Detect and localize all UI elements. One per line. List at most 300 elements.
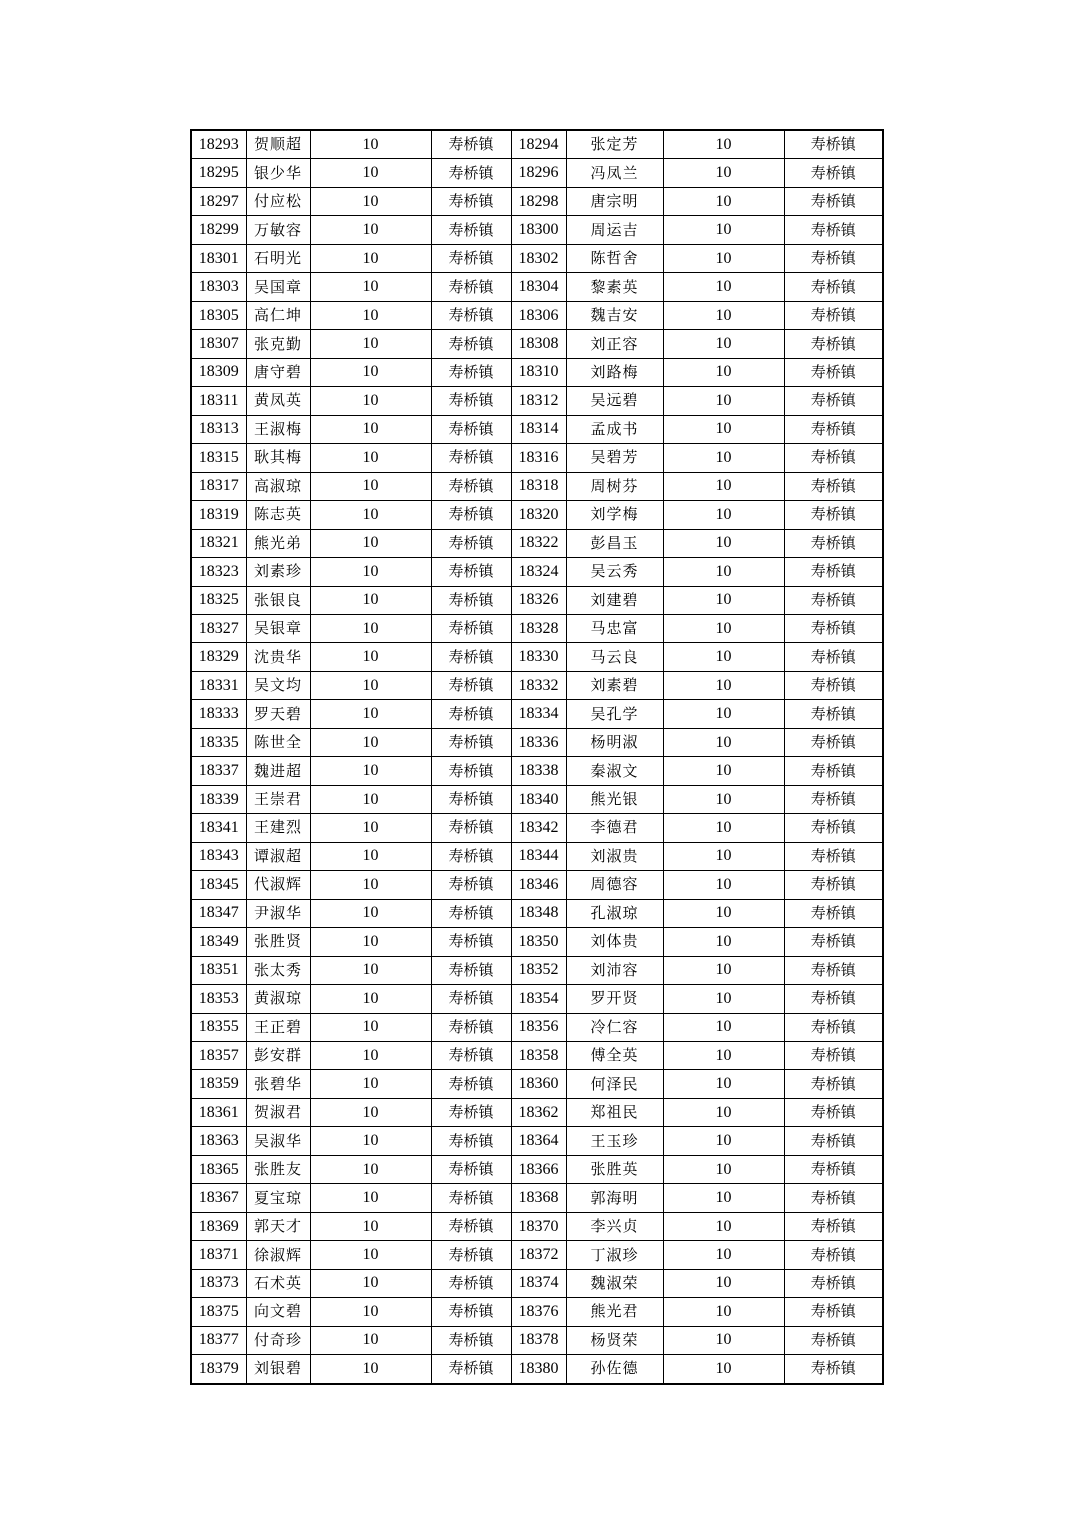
- record-id-cell: 18308: [511, 330, 566, 358]
- record-id-cell: 18339: [191, 785, 246, 813]
- town-name-cell: 寿桥镇: [431, 1184, 511, 1212]
- amount-cell: 10: [310, 928, 431, 956]
- table-row: [191, 899, 883, 927]
- person-name-cell: 杨明淑: [566, 728, 663, 756]
- person-name-cell: 李兴贞: [566, 1212, 663, 1240]
- person-name-cell: 代淑辉: [246, 871, 310, 899]
- record-id-cell: 18319: [191, 501, 246, 529]
- person-name-cell: 王正碧: [246, 1013, 310, 1041]
- amount-cell: 10: [310, 1184, 431, 1212]
- town-name-cell: 寿桥镇: [784, 244, 883, 272]
- person-name-cell: 罗开贤: [566, 985, 663, 1013]
- amount-cell: 10: [663, 472, 784, 500]
- table-row: [191, 871, 883, 899]
- town-name-cell: 寿桥镇: [784, 358, 883, 386]
- town-name-cell: 寿桥镇: [431, 159, 511, 187]
- table-row: [191, 558, 883, 586]
- person-name-cell: 刘路梅: [566, 358, 663, 386]
- person-name-cell: 吴淑华: [246, 1127, 310, 1155]
- person-name-cell: 黄凤英: [246, 387, 310, 415]
- person-name-cell: 王建烈: [246, 814, 310, 842]
- table-row: [191, 529, 883, 557]
- table-row: [191, 244, 883, 272]
- table-row: [191, 1241, 883, 1269]
- amount-cell: 10: [310, 785, 431, 813]
- town-name-cell: 寿桥镇: [784, 643, 883, 671]
- town-name-cell: 寿桥镇: [784, 330, 883, 358]
- record-id-cell: 18331: [191, 671, 246, 699]
- person-name-cell: 马忠富: [566, 614, 663, 642]
- person-name-cell: 贺淑君: [246, 1098, 310, 1126]
- amount-cell: 10: [663, 956, 784, 984]
- amount-cell: 10: [310, 1212, 431, 1240]
- town-name-cell: 寿桥镇: [431, 501, 511, 529]
- amount-cell: 10: [663, 130, 784, 159]
- amount-cell: 10: [310, 871, 431, 899]
- record-id-cell: 18362: [511, 1098, 566, 1126]
- amount-cell: 10: [310, 1298, 431, 1326]
- table-row: [191, 1013, 883, 1041]
- amount-cell: 10: [310, 1013, 431, 1041]
- person-name-cell: 李德君: [566, 814, 663, 842]
- town-name-cell: 寿桥镇: [784, 871, 883, 899]
- person-name-cell: 刘素碧: [566, 671, 663, 699]
- table-row: [191, 757, 883, 785]
- person-name-cell: 吴银章: [246, 614, 310, 642]
- amount-cell: 10: [663, 1326, 784, 1354]
- table-row: [191, 671, 883, 699]
- amount-cell: 10: [663, 358, 784, 386]
- town-name-cell: 寿桥镇: [431, 586, 511, 614]
- record-id-cell: 18342: [511, 814, 566, 842]
- town-name-cell: 寿桥镇: [784, 1070, 883, 1098]
- amount-cell: 10: [310, 558, 431, 586]
- record-id-cell: 18324: [511, 558, 566, 586]
- person-name-cell: 付奇珍: [246, 1326, 310, 1354]
- record-id-cell: 18327: [191, 614, 246, 642]
- table-row: [191, 1042, 883, 1070]
- amount-cell: 10: [663, 643, 784, 671]
- record-id-cell: 18352: [511, 956, 566, 984]
- table-row: [191, 1355, 883, 1384]
- amount-cell: 10: [310, 1269, 431, 1297]
- person-name-cell: 张胜贤: [246, 928, 310, 956]
- person-name-cell: 郭天才: [246, 1212, 310, 1240]
- record-id-cell: 18365: [191, 1155, 246, 1183]
- record-id-cell: 18325: [191, 586, 246, 614]
- record-id-cell: 18340: [511, 785, 566, 813]
- record-id-cell: 18296: [511, 159, 566, 187]
- record-id-cell: 18318: [511, 472, 566, 500]
- town-name-cell: 寿桥镇: [784, 187, 883, 215]
- record-id-cell: 18338: [511, 757, 566, 785]
- person-name-cell: 郑祖民: [566, 1098, 663, 1126]
- town-name-cell: 寿桥镇: [431, 757, 511, 785]
- amount-cell: 10: [663, 330, 784, 358]
- table-row: [191, 187, 883, 215]
- record-id-cell: 18332: [511, 671, 566, 699]
- town-name-cell: 寿桥镇: [431, 330, 511, 358]
- town-name-cell: 寿桥镇: [431, 1241, 511, 1269]
- amount-cell: 10: [310, 273, 431, 301]
- table-row: [191, 728, 883, 756]
- person-name-cell: 冯凤兰: [566, 159, 663, 187]
- town-name-cell: 寿桥镇: [431, 216, 511, 244]
- amount-cell: 10: [663, 558, 784, 586]
- person-name-cell: 刘建碧: [566, 586, 663, 614]
- amount-cell: 10: [310, 1241, 431, 1269]
- town-name-cell: 寿桥镇: [431, 1127, 511, 1155]
- amount-cell: 10: [663, 1127, 784, 1155]
- town-name-cell: 寿桥镇: [431, 728, 511, 756]
- person-name-cell: 刘沛容: [566, 956, 663, 984]
- amount-cell: 10: [310, 529, 431, 557]
- record-id-cell: 18335: [191, 728, 246, 756]
- record-id-cell: 18310: [511, 358, 566, 386]
- table-row: [191, 1098, 883, 1126]
- town-name-cell: 寿桥镇: [784, 1042, 883, 1070]
- table-row: [191, 814, 883, 842]
- person-name-cell: 耿其梅: [246, 444, 310, 472]
- person-name-cell: 罗天碧: [246, 700, 310, 728]
- record-id-cell: 18361: [191, 1098, 246, 1126]
- town-name-cell: 寿桥镇: [431, 273, 511, 301]
- person-name-cell: 吴云秀: [566, 558, 663, 586]
- record-id-cell: 18305: [191, 301, 246, 329]
- town-name-cell: 寿桥镇: [431, 244, 511, 272]
- person-name-cell: 吴国章: [246, 273, 310, 301]
- record-id-cell: 18326: [511, 586, 566, 614]
- record-id-cell: 18328: [511, 614, 566, 642]
- record-id-cell: 18350: [511, 928, 566, 956]
- town-name-cell: 寿桥镇: [784, 415, 883, 443]
- table-row: [191, 700, 883, 728]
- person-name-cell: 吴远碧: [566, 387, 663, 415]
- person-name-cell: 魏进超: [246, 757, 310, 785]
- town-name-cell: 寿桥镇: [784, 814, 883, 842]
- amount-cell: 10: [310, 415, 431, 443]
- town-name-cell: 寿桥镇: [784, 558, 883, 586]
- person-name-cell: 孟成书: [566, 415, 663, 443]
- amount-cell: 10: [310, 757, 431, 785]
- record-id-cell: 18367: [191, 1184, 246, 1212]
- record-id-cell: 18379: [191, 1355, 246, 1384]
- person-name-cell: 付应松: [246, 187, 310, 215]
- record-id-cell: 18306: [511, 301, 566, 329]
- amount-cell: 10: [663, 273, 784, 301]
- amount-cell: 10: [663, 671, 784, 699]
- town-name-cell: 寿桥镇: [431, 1298, 511, 1326]
- person-name-cell: 彭昌玉: [566, 529, 663, 557]
- record-id-cell: 18317: [191, 472, 246, 500]
- town-name-cell: 寿桥镇: [784, 928, 883, 956]
- town-name-cell: 寿桥镇: [431, 700, 511, 728]
- record-id-cell: 18374: [511, 1269, 566, 1297]
- town-name-cell: 寿桥镇: [784, 1355, 883, 1384]
- record-id-cell: 18372: [511, 1241, 566, 1269]
- person-name-cell: 贺顺超: [246, 130, 310, 159]
- town-name-cell: 寿桥镇: [784, 1127, 883, 1155]
- table-row: [191, 1070, 883, 1098]
- table-row: [191, 1326, 883, 1354]
- town-name-cell: 寿桥镇: [784, 501, 883, 529]
- person-name-cell: 石术英: [246, 1269, 310, 1297]
- record-id-cell: 18303: [191, 273, 246, 301]
- amount-cell: 10: [663, 842, 784, 870]
- town-name-cell: 寿桥镇: [784, 1184, 883, 1212]
- person-name-cell: 张克勤: [246, 330, 310, 358]
- table-row: [191, 785, 883, 813]
- amount-cell: 10: [663, 928, 784, 956]
- town-name-cell: 寿桥镇: [784, 273, 883, 301]
- record-id-cell: 18345: [191, 871, 246, 899]
- record-id-cell: 18341: [191, 814, 246, 842]
- table-row: [191, 1212, 883, 1240]
- person-name-cell: 周运吉: [566, 216, 663, 244]
- town-name-cell: 寿桥镇: [784, 728, 883, 756]
- amount-cell: 10: [663, 899, 784, 927]
- amount-cell: 10: [310, 985, 431, 1013]
- record-id-cell: 18300: [511, 216, 566, 244]
- record-id-cell: 18323: [191, 558, 246, 586]
- person-name-cell: 熊光银: [566, 785, 663, 813]
- person-name-cell: 陈志英: [246, 501, 310, 529]
- town-name-cell: 寿桥镇: [431, 814, 511, 842]
- record-id-cell: 18351: [191, 956, 246, 984]
- person-name-cell: 张太秀: [246, 956, 310, 984]
- amount-cell: 10: [663, 785, 784, 813]
- town-name-cell: 寿桥镇: [431, 1098, 511, 1126]
- town-name-cell: 寿桥镇: [431, 928, 511, 956]
- town-name-cell: 寿桥镇: [784, 1212, 883, 1240]
- record-id-cell: 18354: [511, 985, 566, 1013]
- record-id-cell: 18320: [511, 501, 566, 529]
- record-id-cell: 18333: [191, 700, 246, 728]
- town-name-cell: 寿桥镇: [784, 899, 883, 927]
- amount-cell: 10: [663, 1212, 784, 1240]
- town-name-cell: 寿桥镇: [784, 785, 883, 813]
- amount-cell: 10: [310, 1355, 431, 1384]
- town-name-cell: 寿桥镇: [431, 1269, 511, 1297]
- record-id-cell: 18313: [191, 415, 246, 443]
- town-name-cell: 寿桥镇: [784, 1155, 883, 1183]
- record-id-cell: 18346: [511, 871, 566, 899]
- amount-cell: 10: [663, 444, 784, 472]
- town-name-cell: 寿桥镇: [784, 956, 883, 984]
- table-row: [191, 985, 883, 1013]
- table-body: [191, 130, 883, 1384]
- amount-cell: 10: [663, 1042, 784, 1070]
- record-id-cell: 18349: [191, 928, 246, 956]
- person-name-cell: 张碧华: [246, 1070, 310, 1098]
- record-id-cell: 18366: [511, 1155, 566, 1183]
- amount-cell: 10: [310, 956, 431, 984]
- record-id-cell: 18380: [511, 1355, 566, 1384]
- town-name-cell: 寿桥镇: [431, 956, 511, 984]
- person-name-cell: 熊光弟: [246, 529, 310, 557]
- table-row: [191, 586, 883, 614]
- town-name-cell: 寿桥镇: [431, 529, 511, 557]
- town-name-cell: 寿桥镇: [431, 472, 511, 500]
- table-row: [191, 472, 883, 500]
- table-row: [191, 842, 883, 870]
- town-name-cell: 寿桥镇: [431, 1212, 511, 1240]
- amount-cell: 10: [310, 899, 431, 927]
- record-id-cell: 18316: [511, 444, 566, 472]
- town-name-cell: 寿桥镇: [784, 1298, 883, 1326]
- town-name-cell: 寿桥镇: [431, 842, 511, 870]
- person-name-cell: 孔淑琼: [566, 899, 663, 927]
- person-name-cell: 刘体贵: [566, 928, 663, 956]
- table-row: [191, 1184, 883, 1212]
- person-name-cell: 高淑琼: [246, 472, 310, 500]
- person-name-cell: 魏淑荣: [566, 1269, 663, 1297]
- person-name-cell: 张胜英: [566, 1155, 663, 1183]
- record-id-cell: 18314: [511, 415, 566, 443]
- record-id-cell: 18357: [191, 1042, 246, 1070]
- record-id-cell: 18369: [191, 1212, 246, 1240]
- amount-cell: 10: [663, 1298, 784, 1326]
- table-row: [191, 1155, 883, 1183]
- person-name-cell: 冷仁容: [566, 1013, 663, 1041]
- town-name-cell: 寿桥镇: [431, 614, 511, 642]
- record-id-cell: 18344: [511, 842, 566, 870]
- table-row: [191, 301, 883, 329]
- amount-cell: 10: [663, 757, 784, 785]
- amount-cell: 10: [663, 728, 784, 756]
- amount-cell: 10: [310, 643, 431, 671]
- table-row: [191, 330, 883, 358]
- amount-cell: 10: [310, 501, 431, 529]
- person-name-cell: 夏宝琼: [246, 1184, 310, 1212]
- town-name-cell: 寿桥镇: [784, 387, 883, 415]
- town-name-cell: 寿桥镇: [784, 614, 883, 642]
- person-name-cell: 刘淑贵: [566, 842, 663, 870]
- record-id-cell: 18368: [511, 1184, 566, 1212]
- amount-cell: 10: [663, 529, 784, 557]
- amount-cell: 10: [310, 444, 431, 472]
- record-id-cell: 18337: [191, 757, 246, 785]
- table-row: [191, 216, 883, 244]
- amount-cell: 10: [663, 1241, 784, 1269]
- record-id-cell: 18347: [191, 899, 246, 927]
- table-row: [191, 643, 883, 671]
- amount-cell: 10: [310, 842, 431, 870]
- record-id-cell: 18322: [511, 529, 566, 557]
- amount-cell: 10: [663, 501, 784, 529]
- amount-cell: 10: [663, 614, 784, 642]
- table-row: [191, 956, 883, 984]
- amount-cell: 10: [663, 415, 784, 443]
- person-name-cell: 孙佐德: [566, 1355, 663, 1384]
- amount-cell: 10: [663, 700, 784, 728]
- person-name-cell: 魏吉安: [566, 301, 663, 329]
- person-name-cell: 傅全英: [566, 1042, 663, 1070]
- person-name-cell: 唐宗明: [566, 187, 663, 215]
- town-name-cell: 寿桥镇: [784, 671, 883, 699]
- table-row: [191, 614, 883, 642]
- town-name-cell: 寿桥镇: [431, 643, 511, 671]
- amount-cell: 10: [310, 216, 431, 244]
- amount-cell: 10: [663, 1013, 784, 1041]
- record-id-cell: 18355: [191, 1013, 246, 1041]
- record-id-cell: 18358: [511, 1042, 566, 1070]
- town-name-cell: 寿桥镇: [784, 842, 883, 870]
- town-name-cell: 寿桥镇: [784, 586, 883, 614]
- person-name-cell: 秦淑文: [566, 757, 663, 785]
- record-id-cell: 18299: [191, 216, 246, 244]
- town-name-cell: 寿桥镇: [431, 985, 511, 1013]
- amount-cell: 10: [310, 472, 431, 500]
- table-row: [191, 501, 883, 529]
- person-name-cell: 周树芬: [566, 472, 663, 500]
- record-id-cell: 18304: [511, 273, 566, 301]
- town-name-cell: 寿桥镇: [784, 1098, 883, 1126]
- amount-cell: 10: [663, 1070, 784, 1098]
- person-name-cell: 刘素珍: [246, 558, 310, 586]
- record-id-cell: 18312: [511, 387, 566, 415]
- person-name-cell: 刘银碧: [246, 1355, 310, 1384]
- person-name-cell: 周德容: [566, 871, 663, 899]
- table-row: [191, 928, 883, 956]
- record-id-cell: 18348: [511, 899, 566, 927]
- person-name-cell: 熊光君: [566, 1298, 663, 1326]
- amount-cell: 10: [310, 1042, 431, 1070]
- amount-cell: 10: [310, 1127, 431, 1155]
- town-name-cell: 寿桥镇: [784, 1326, 883, 1354]
- amount-cell: 10: [663, 586, 784, 614]
- amount-cell: 10: [310, 187, 431, 215]
- amount-cell: 10: [310, 814, 431, 842]
- amount-cell: 10: [310, 614, 431, 642]
- table-row: [191, 444, 883, 472]
- table-row: [191, 159, 883, 187]
- amount-cell: 10: [663, 244, 784, 272]
- town-name-cell: 寿桥镇: [784, 700, 883, 728]
- amount-cell: 10: [310, 671, 431, 699]
- record-id-cell: 18302: [511, 244, 566, 272]
- person-name-cell: 王崇君: [246, 785, 310, 813]
- amount-cell: 10: [310, 358, 431, 386]
- person-name-cell: 彭安群: [246, 1042, 310, 1070]
- person-name-cell: 陈世全: [246, 728, 310, 756]
- table-row: [191, 387, 883, 415]
- town-name-cell: 寿桥镇: [431, 130, 511, 159]
- person-name-cell: 沈贵华: [246, 643, 310, 671]
- town-name-cell: 寿桥镇: [784, 216, 883, 244]
- town-name-cell: 寿桥镇: [784, 985, 883, 1013]
- record-id-cell: 18376: [511, 1298, 566, 1326]
- person-name-cell: 张定芳: [566, 130, 663, 159]
- amount-cell: 10: [310, 728, 431, 756]
- town-name-cell: 寿桥镇: [784, 159, 883, 187]
- person-name-cell: 吴文均: [246, 671, 310, 699]
- town-name-cell: 寿桥镇: [784, 1269, 883, 1297]
- amount-cell: 10: [310, 387, 431, 415]
- town-name-cell: 寿桥镇: [784, 1013, 883, 1041]
- town-name-cell: 寿桥镇: [784, 757, 883, 785]
- amount-cell: 10: [663, 1269, 784, 1297]
- table-row: [191, 415, 883, 443]
- record-id-cell: 18334: [511, 700, 566, 728]
- person-name-cell: 陈哲舍: [566, 244, 663, 272]
- record-id-cell: 18377: [191, 1326, 246, 1354]
- person-name-cell: 谭淑超: [246, 842, 310, 870]
- table-row: [191, 130, 883, 159]
- person-name-cell: 刘学梅: [566, 501, 663, 529]
- amount-cell: 10: [663, 1098, 784, 1126]
- person-name-cell: 高仁坤: [246, 301, 310, 329]
